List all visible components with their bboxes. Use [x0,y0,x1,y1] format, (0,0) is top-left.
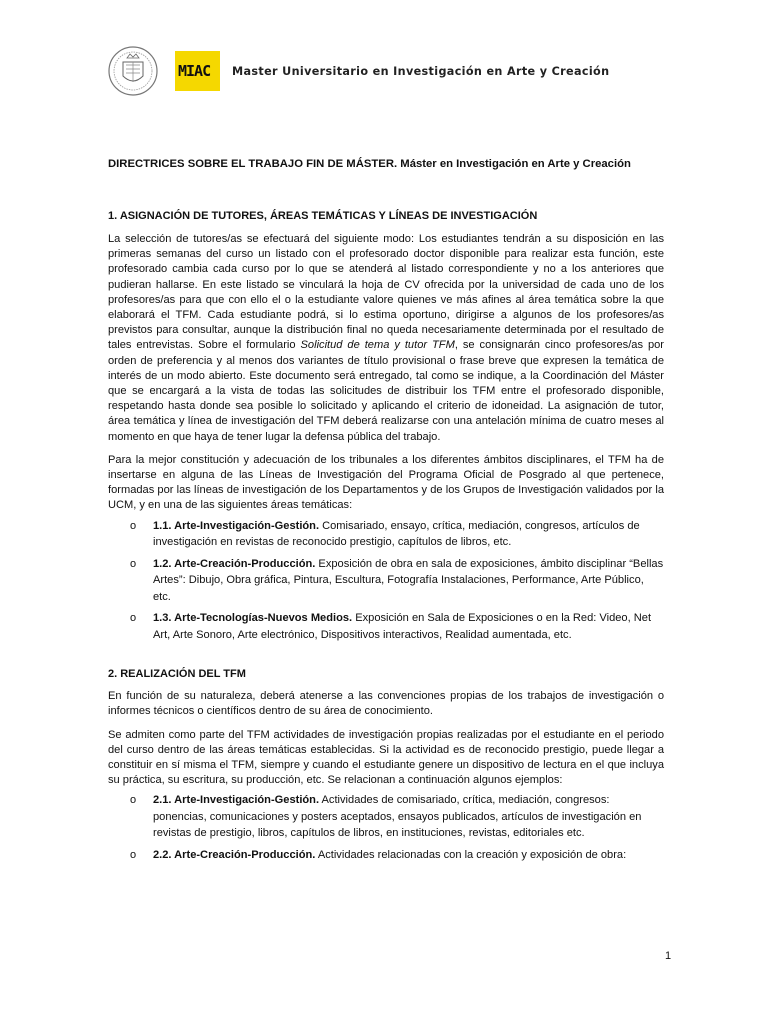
item-title: 1.2. Arte-Creación-Producción. [153,557,316,570]
document-body [108,157,664,863]
item-title: 2.1. Arte-Investigación-Gestión. [153,794,320,807]
document-title: DIRECTRICES SOBRE EL TRABAJO FIN DE MÁSTER. Máster en Investigación en Arte y Creación [108,158,631,170]
item-text: Exposición en Sala de Exposiciones o en la Red: Video, Net Art, Arte Sonoro, Arte electrónico, Dispositivos interactivos, Realidad aumentada, etc. [153,612,652,641]
item-title: 1.1. Arte-Investigación-Gestión. [153,519,320,532]
header-title: Master Universitario en Investigación en Arte y Creación [232,65,610,78]
bullet-mark: o [130,848,137,861]
item-text: Actividades de comisariado, crítica, mediación, congresos: ponencias, comunicaciones y posters aceptados, ensayos publicados, artículos de investigación en revistas de prestigio, libros, capítulos de libros, en instituciones, revistas, editoriales etc. [153,794,642,840]
university-seal-icon [108,44,158,98]
list-item [108,610,664,643]
bullet-mark: o [130,557,137,570]
form-name: Solicitud de tema y tutor TFM [300,339,455,352]
bullet-mark: o [130,612,137,625]
item-text: Exposición de obra en sala de exposiciones, ámbito disciplinar “Bellas Artes”: Dibujo, Obra gráfica, Pintura, Escultura, Fotografía Instalaciones, Performance, Arte Público, etc. [153,557,664,603]
item-title: 2.2. Arte-Creación-Producción. [153,848,316,861]
list-item [108,847,664,864]
list-item [108,792,664,842]
section-2-paragraph-2: Se admiten como parte del TFM actividades de investigación propias realizadas por el estudiante en el periodo del curso dentro de las áreas temáticas establecidas. Si la actividad es de reconocido prestigio, puede llegar a constituir en sí misma el TFM, siempre y cuando el estudiante genere un dispositivo de lectura en el que incluya su práctica, su escritura, su producción, etc. Se relacionan a continuación algunos ejemplos: [108,728,664,787]
page-number: 1 [665,950,672,962]
item-text: Comisariado, ensayo, crítica, mediación, congresos, artículos de investigación en revistas de reconocido prestigio, capítulos de libros, etc. [153,519,640,549]
list-item [108,518,664,551]
bullet-mark: o [130,519,137,532]
header [108,44,668,104]
section-2-paragraph-1: En función de su naturaleza, deberá atenerse a las convenciones propias de los trabajos de investigación o informes técnicos o científicos dentro de su área de conocimiento. [108,690,664,718]
paragraph-text: La selección de tutores/as se efectuará del siguiente modo: Los estudiantes tendrán a su disposición en las primeras semanas del curso un listado con el profesorado doctor disponible para realizar esta función, este profesorado cambia cada curso por lo que se atenderá al listado correspondiente y no a los anteriores que pudieran hallarse. En este listado se vinculará la hoja de CV ofrecida por la universidad de cada uno de los profesores/as para que con ello el o la estudiante valore quienes ve más afines al área temática sobre la que elaborará el TFM. Cada estudiante podrá, si lo estima oportuno, dirigirse a algunos de los profesores/as previstos para consultar, aunque la distribución final no queda necesariamente determinada por el resultado de tales entrevistas. Sobre el formulario [108,233,664,352]
section-2-heading: 2. REALIZACIÓN DEL TFM [108,668,246,681]
section-2-examples-list [108,792,664,863]
section-1-areas-list [108,518,664,644]
item-title: 1.3. Arte-Tecnologías-Nuevos Medios. [153,612,353,625]
bullet-mark: o [130,794,137,807]
section-1-paragraph-2: Para la mejor constitución y adecuación de los tribunales a los diferentes ámbitos disciplinares, el TFM ha de insertarse en alguna de las Líneas de Investigación del Programa Oficial de Posgrado al que pertenece, formadas por las líneas de investigación de los Departamentos y de los Grupos de Investigación validados por la UCM, y en una de las siguientes áreas temáticas: [108,453,664,512]
paragraph-text: , se consignarán cinco profesores/as por orden de preferencia y al menos dos variantes de título provisional o frase breve que expresen la temática de interés de un modo abierto. Este documento será entregado, tal como se indique, a la Coordinación del Máster que se encargará a la vista de todas las solicitudes de distribuir los TFM entre el profesorado disponible, respetando hasta donde sea posible lo solicitado y aplicando el criterio de idoneidad. La asignación de tutor, área temática y línea de investigación del TFM deberá realizarse con una antelación mínima de cuatro meses al momento en que haya de tener lugar la defensa pública del trabajo. [108,339,664,443]
logo-text: MIAC [178,62,211,80]
list-item [108,556,664,606]
miac-logo [175,51,220,91]
item-text: Actividades relacionadas con la creación y exposición de obra: [315,848,627,861]
section-1-heading: 1. ASIGNACIÓN DE TUTORES, ÁREAS TEMÁTICAS Y LÍNEAS DE INVESTIGACIÓN [108,210,538,222]
section-1-paragraph-1 [108,232,664,445]
